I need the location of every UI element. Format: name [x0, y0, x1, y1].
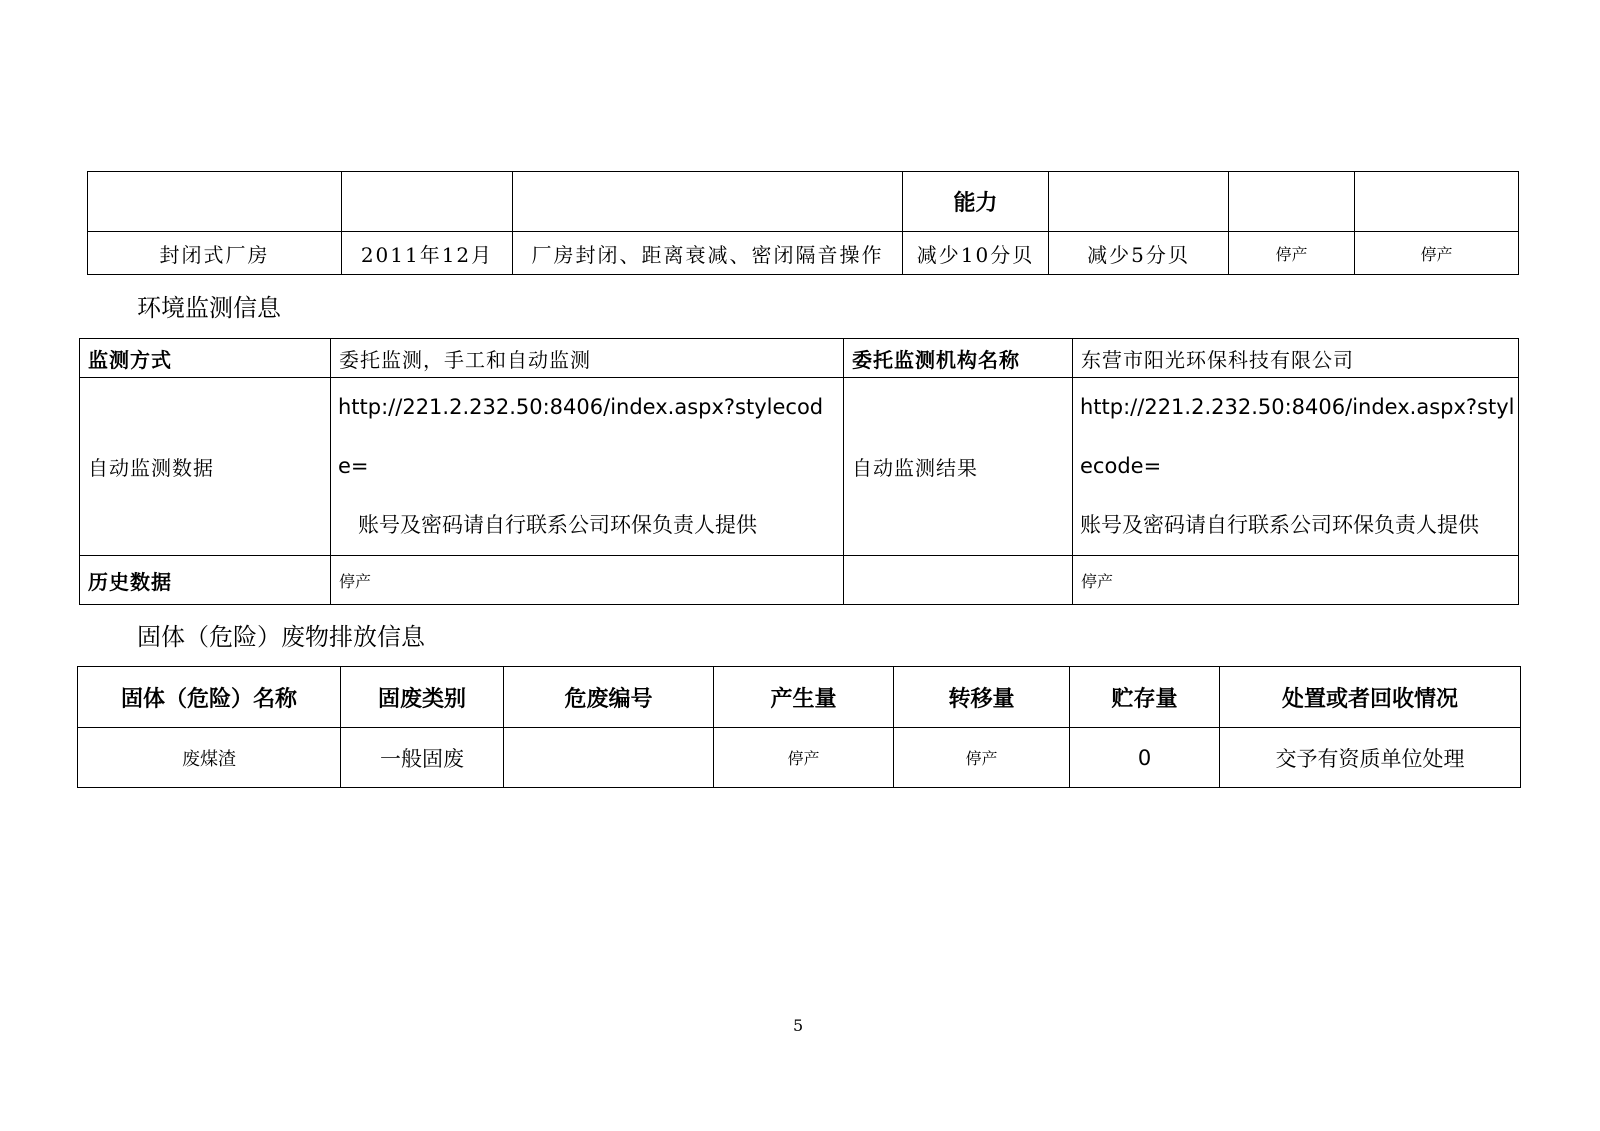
table-row	[88, 172, 1519, 232]
waste-category-cell: 一般固废	[341, 728, 504, 788]
auto-result-value	[1073, 378, 1519, 556]
header-waste-category: 固废类别	[341, 667, 504, 728]
status-cell: 停产	[1229, 232, 1355, 275]
page-number: 5	[793, 1016, 804, 1035]
auto-data-note: 账号及密码请自行联系公司环保负责人提供	[338, 513, 758, 537]
auto-result-label: 自动监测结果	[844, 378, 1073, 556]
facility-name-cell: 封闭式厂房	[88, 232, 342, 275]
history-empty-cell	[844, 556, 1073, 605]
waste-name-cell: 废煤渣	[78, 728, 341, 788]
noise-control-table	[87, 171, 1519, 275]
env-monitoring-table	[79, 338, 1519, 605]
table-cell	[88, 172, 342, 232]
solid-waste-table	[77, 666, 1521, 788]
header-disposal: 处置或者回收情况	[1220, 667, 1521, 728]
measures-cell: 厂房封闭、距离衰减、密闭隔音操作	[513, 232, 903, 275]
auto-data-value	[331, 378, 844, 556]
table-row	[80, 556, 1519, 605]
table-header-row	[78, 667, 1521, 728]
auto-data-url-line1: http://221.2.232.50:8406/index.aspx?stylecod	[338, 395, 824, 419]
auto-data-label: 自动监测数据	[80, 378, 331, 556]
auto-result-note: 账号及密码请自行联系公司环保负责人提供	[1080, 513, 1479, 537]
status-cell: 停产	[1355, 232, 1519, 275]
env-monitoring-title: 环境监测信息	[137, 294, 281, 322]
table-cell	[1049, 172, 1229, 232]
auto-result-url-line1: http://221.2.232.50:8406/index.aspx?styl	[1080, 395, 1515, 419]
disposal-cell: 交予有资质单位处理	[1220, 728, 1521, 788]
design-reduction-cell: 减少10分贝	[903, 232, 1049, 275]
table-row	[88, 232, 1519, 275]
history-label: 历史数据	[80, 556, 331, 605]
auto-data-url-line2: e=	[338, 454, 369, 478]
history-value: 停产	[331, 556, 844, 605]
date-cell: 2011年12月	[342, 232, 513, 275]
header-generated: 产生量	[714, 667, 894, 728]
transferred-cell: 停产	[894, 728, 1070, 788]
table-cell	[1355, 172, 1519, 232]
header-transferred: 转移量	[894, 667, 1070, 728]
method-label: 监测方式	[80, 339, 331, 378]
stored-cell: 0	[1070, 728, 1220, 788]
table-row	[80, 378, 1519, 556]
hazard-code-cell	[504, 728, 714, 788]
header-waste-name: 固体（危险）名称	[78, 667, 341, 728]
header-stored: 贮存量	[1070, 667, 1220, 728]
agency-value: 东营市阳光环保科技有限公司	[1073, 339, 1519, 378]
auto-result-url-line2: ecode=	[1080, 454, 1162, 478]
history-value: 停产	[1073, 556, 1519, 605]
table-row	[78, 728, 1521, 788]
table-cell	[342, 172, 513, 232]
table-cell	[1229, 172, 1355, 232]
generated-cell: 停产	[714, 728, 894, 788]
actual-reduction-cell: 减少5分贝	[1049, 232, 1229, 275]
method-value: 委托监测，手工和自动监测	[331, 339, 844, 378]
capacity-header-cell: 能力	[903, 172, 1049, 232]
table-row	[80, 339, 1519, 378]
agency-label: 委托监测机构名称	[844, 339, 1073, 378]
header-hazard-code: 危废编号	[504, 667, 714, 728]
waste-section-title: 固体（危险）废物排放信息	[137, 623, 425, 651]
table-cell	[513, 172, 903, 232]
